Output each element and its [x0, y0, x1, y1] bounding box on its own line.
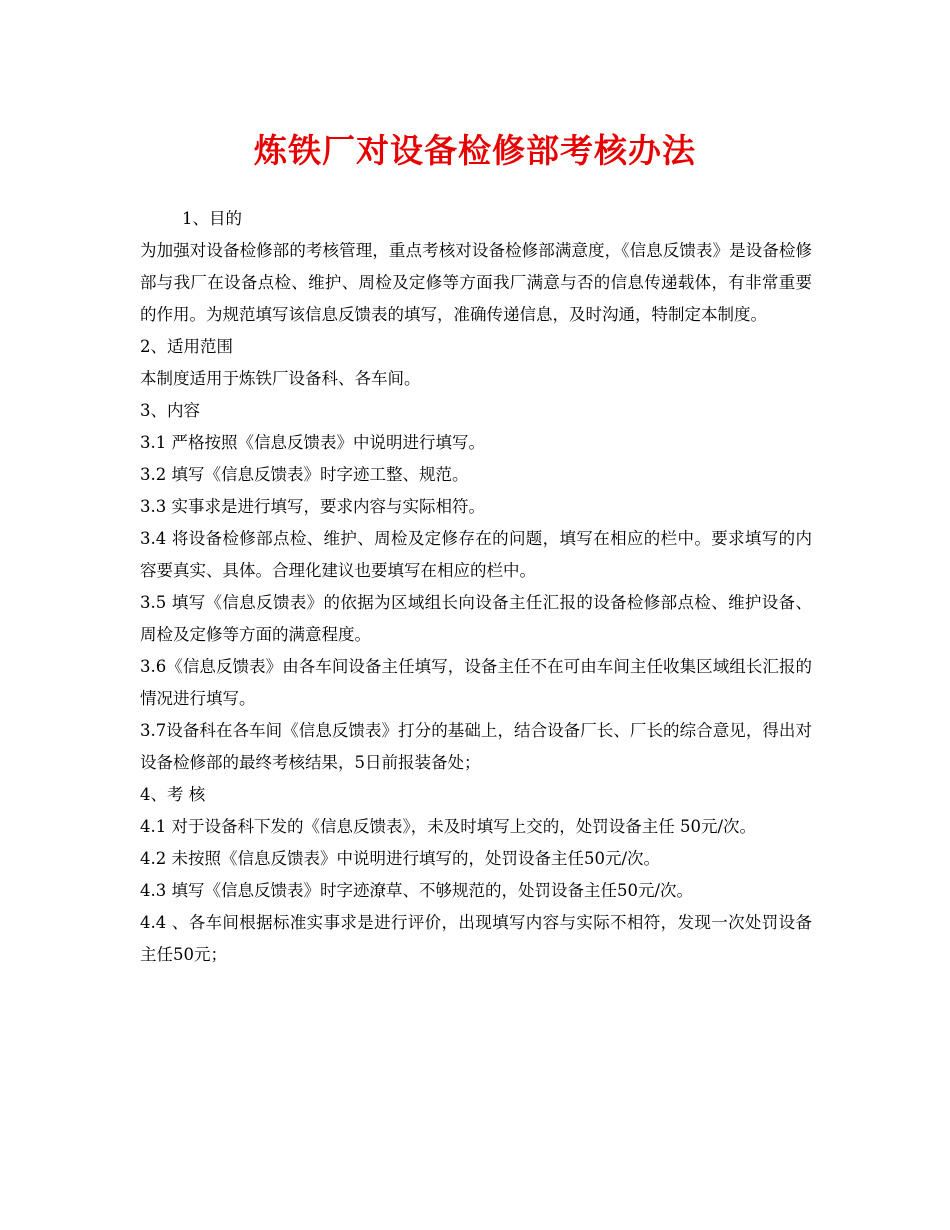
clause-3-1: 3.1 严格按照《信息反馈表》中说明进行填写。 [140, 433, 485, 452]
document-title: 炼铁厂对设备检修部考核办法 [254, 131, 696, 170]
clause-3-4: 3.4 将设备检修部点检、维护、周检及定修存在的问题，填写在相应的栏中。要求填写的内容要真实、具体。合理化建议也要填写在相应的栏中。 [140, 529, 812, 580]
clause-3-2: 3.2 填写《信息反馈表》时字迹工整、规范。 [140, 465, 469, 484]
paragraph-scope: 本制度适用于炼铁厂设备科、各车间。 [140, 369, 421, 388]
clause-4-1: 4.1 对于设备科下发的《信息反馈表》，未及时填写上交的，处罚设备主任 50元/次。 [140, 817, 757, 836]
paragraph-purpose: 为加强对设备检修部的考核管理，重点考核对设备检修部满意度，《信息反馈表》是设备检修部与我厂在设备点检、维护、周检及定修等方面我厂满意与否的信息传递载体，有非常重要的作用。为规范填写该信息反馈表的填写，准确传递信息，及时沟通，特制定本制度。 [140, 241, 812, 324]
clause-3-7: 3.7设备科在各车间《信息反馈表》打分的基础上，结合设备厂长、厂长的综合意见，得出对设备检修部的最终考核结果，5日前报装备处； [140, 721, 812, 772]
clause-3-3: 3.3 实事求是进行填写，要求内容与实际相符。 [140, 497, 485, 516]
clause-4-2: 4.2 未按照《信息反馈表》中说明进行填写的，处罚设备主任50元/次。 [140, 849, 661, 868]
document-body [140, 203, 812, 971]
section-heading-purpose: 1、目的 [182, 209, 242, 228]
section-heading-assessment: 4、考 核 [140, 785, 206, 804]
clause-3-5: 3.5 填写《信息反馈表》的依据为区域组长向设备主任汇报的设备检修部点检、维护设备、周检及定修等方面的满意程度。 [140, 593, 812, 644]
clause-4-3: 4.3 填写《信息反馈表》时字迹潦草、不够规范的，处罚设备主任50元/次。 [140, 881, 694, 900]
section-heading-scope: 2、适用范围 [140, 337, 233, 356]
clause-3-6: 3.6《信息反馈表》由各车间设备主任填写，设备主任不在可由车间主任收集区域组长汇报的情况进行填写。 [140, 657, 812, 708]
clause-4-4: 4.4 、各车间根据标准实事求是进行评价，出现填写内容与实际不相符，发现一次处罚设备主任50元； [140, 913, 812, 964]
section-heading-content: 3、内容 [140, 401, 200, 420]
